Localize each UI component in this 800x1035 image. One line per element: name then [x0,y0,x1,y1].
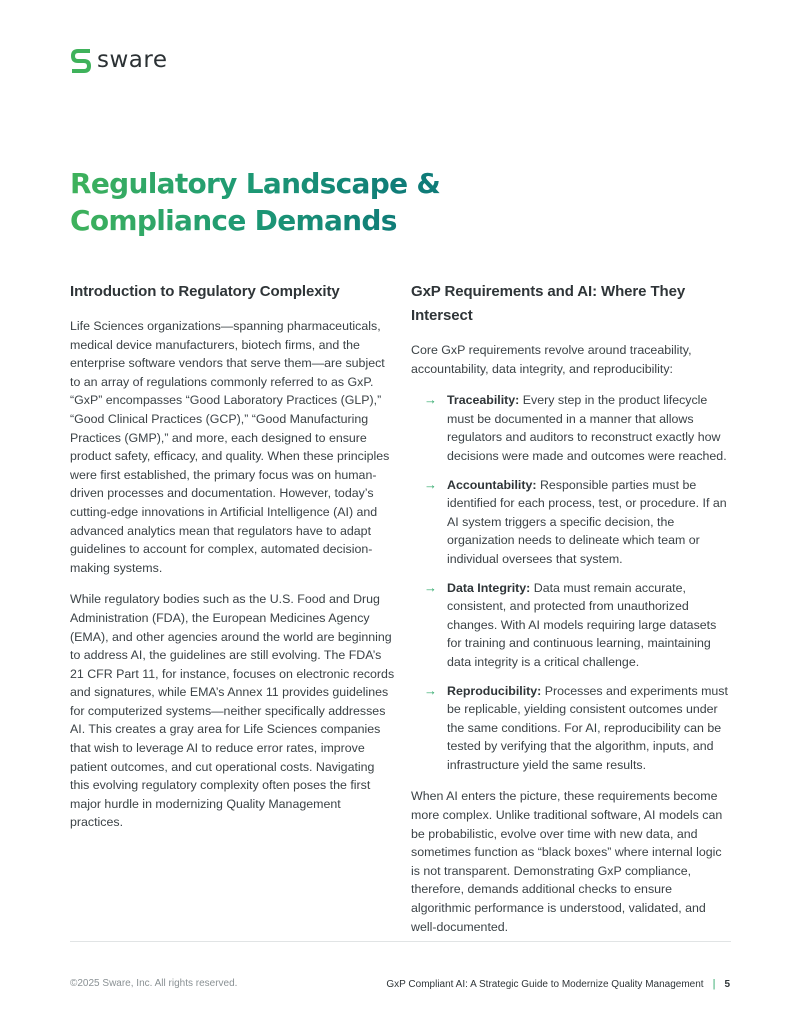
right-column [411,280,731,949]
footer-copyright: ©2025 Sware, Inc. All rights reserved. [70,978,238,989]
item-text: Every step in the product lifecycle must be documented in a manner that allows regulators and auditors to reconstruct exactly how decisions were made and outcomes were reached. [447,393,727,463]
brand-wordmark: sware [97,47,168,73]
left-column [70,280,395,845]
right-outro: When AI enters the picture, these requirements become more complex. Unlike traditional software, AI models can be probabilistic, evolve over time with new data, and sometimes function as “black boxes” where internal logic is not transparent. Demonstrating GxP compliance, therefore, demands additional checks to ensure algorithmic performance is understood, validated, and well-documented. [411,789,723,934]
sware-logo-icon [70,47,92,75]
item-term: Data Integrity: [447,580,531,595]
left-paragraph-1: Life Sciences organizations—spanning pharmaceuticals, medical device manufacturers, biotech firms, and the enterprise software vendors that serve them—are subject to an array of regulations commonly referred to as GxP. “GxP” encompasses “Good Laboratory Practices (GLP),” “Good Clinical Practices (GCP),” “Good Manufacturing Practices (GMP),” and more, each designed to ensure product safety, efficacy, and quality. When these principles were first established, the primary focus was on human-driven processes and documentation. However, today’s cutting-edge innovations in Artificial Intelligence (AI) and advanced analytics mean that regulators have to adapt guidelines to account for complex, automated decision-making systems. [70,319,390,575]
title-line-2: Compliance Demands [70,204,397,237]
list-item [411,476,731,569]
brand-logo [70,46,168,76]
left-heading: Introduction to Regulatory Complexity [70,283,340,300]
list-item [411,682,731,775]
list-item [411,391,731,465]
item-term: Accountability: [447,477,537,492]
arrow-right-icon: → [424,476,437,492]
footer-doc-title: GxP Compliant AI: A Strategic Guide to Modernize Quality Management [386,978,704,990]
list-item [411,579,731,672]
footer-separator: | [712,978,716,990]
item-term: Reproducibility: [447,683,542,698]
footer-doc-info [386,978,730,990]
item-text: Responsible parties must be identified for each process, test, or procedure. If an AI system triggers a specific decision, the organization needs to delineate which team or individual oversees that system. [447,477,727,566]
right-heading: GxP Requirements and AI: Where They Intersect [411,283,686,324]
title-line-1: Regulatory Landscape & [70,167,441,200]
footer-divider [70,941,731,942]
requirements-list [411,391,731,774]
item-text: Processes and experiments must be replicable, yielding consistent outcomes under the same conditions. For AI, reproducibility can be tested by verifying that the algorithm, inputs, and infrastructure yield the same results. [447,683,728,772]
item-text: Data must remain accurate, consistent, and protected from unauthorized changes. With AI models requiring large datasets for training and continuous learning, maintaining data integrity is a critical challenge. [447,580,717,669]
page-number: 5 [724,978,730,990]
arrow-right-icon: → [424,392,437,408]
arrow-right-icon: → [424,579,437,595]
arrow-right-icon: → [424,682,437,698]
item-term: Traceability: [447,393,520,408]
left-paragraph-2: While regulatory bodies such as the U.S. Food and Drug Administration (FDA), the European Medicines Agency (EMA), and other agencies around the world are beginning to address AI, the guidelines are still evolving. The FDA’s 21 CFR Part 11, for instance, focuses on electronic records and signatures, while EMA’s Annex 11 provides guidelines for computerized systems—neither specifically addresses AI. This creates a gray area for Life Sciences companies that wish to leverage AI to reduce error rates, improve patient outcomes, and cut operational costs. Navigating this evolving regulatory complexity often poses the first major hurdle in modernizing Quality Management practices. [70,592,395,830]
page-title [70,165,440,239]
right-intro: Core GxP requirements revolve around traceability, accountability, data integrity, and reproducibility: [411,343,692,376]
